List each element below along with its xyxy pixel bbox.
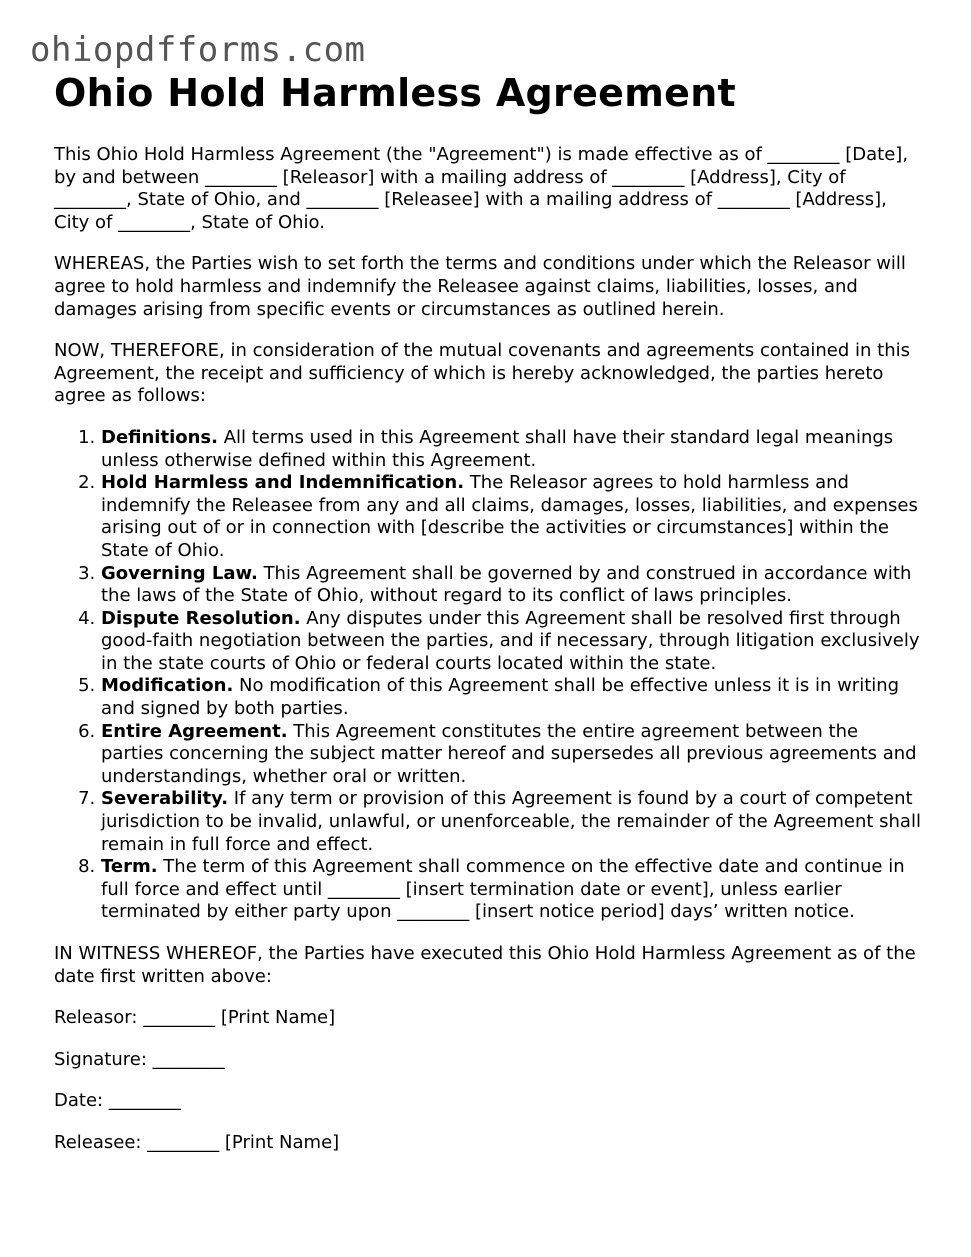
clause-heading: Modification. bbox=[101, 675, 234, 697]
clause-text: No modification of this Agreement shall be effective unless it is in writing and signed by both parties. bbox=[101, 675, 900, 720]
clauses-list bbox=[54, 427, 924, 924]
date-line: Date: ________ bbox=[54, 1090, 181, 1112]
clause-item-modification bbox=[101, 675, 924, 720]
signature-line: Signature: ________ bbox=[54, 1048, 225, 1070]
clause-item-entire-agreement bbox=[101, 721, 924, 789]
clause-item-term bbox=[101, 856, 924, 924]
clause-text: This Agreement shall be governed by and construed in accordance with the laws of the State of Ohio, without regard to its conflict of laws principles. bbox=[101, 562, 912, 607]
clause-text: The Releasor agrees to hold harmless and indemnify the Releasee from any and all claims, damages, losses, liabilities, and expenses arising out of or in connection with [describe the activities or circumstances] within the State of Ohio. bbox=[101, 472, 918, 561]
clause-heading: Hold Harmless and Indemnification. bbox=[101, 472, 465, 494]
clause-heading: Governing Law. bbox=[101, 562, 258, 584]
clause-text: This Agreement constitutes the entire agreement between the parties concerning the subject matter hereof and supersedes all previous agreements and understandings, whether oral or written. bbox=[101, 720, 917, 787]
clause-item-dispute-resolution bbox=[101, 608, 924, 676]
clause-heading: Definitions. bbox=[101, 426, 218, 448]
clause-heading: Severability. bbox=[101, 788, 229, 810]
clause-item-severability bbox=[101, 788, 924, 856]
agreement-document bbox=[54, 70, 924, 1174]
clause-item-governing-law bbox=[101, 563, 924, 608]
clause-text: All terms used in this Agreement shall have their standard legal meanings unless otherwise defined within this Agreement. bbox=[101, 426, 894, 471]
witness-paragraph: IN WITNESS WHEREOF, the Parties have executed this Ohio Hold Harmless Agreement as of the date first written above: bbox=[54, 943, 916, 987]
now-therefore-paragraph: NOW, THEREFORE, in consideration of the mutual covenants and agreements contained in this Agreement, the receipt and sufficiency of which is hereby acknowledged, the parties hereto agree as follows: bbox=[54, 340, 910, 407]
releasee-name-line: Releasee: ________ [Print Name] bbox=[54, 1131, 340, 1153]
clause-item-hold-harmless bbox=[101, 472, 924, 562]
clause-text: The term of this Agreement shall commence on the effective date and continue in full force and effect until ________ [insert termination date or event], unless earlier terminated by either party upon ________ [insert notice period] days’ written notice. bbox=[101, 856, 905, 923]
clause-text: Any disputes under this Agreement shall be resolved first through good-faith negotiation between the parties, and if necessary, through litigation exclusively in the state courts of Ohio or federal courts located within the state. bbox=[101, 607, 920, 674]
watermark-site-name: ohiopdfforms.com bbox=[30, 30, 366, 70]
document-title: Ohio Hold Harmless Agreement bbox=[54, 71, 737, 115]
releasor-name-line: Releasor: ________ [Print Name] bbox=[54, 1007, 336, 1029]
clause-heading: Term. bbox=[101, 856, 158, 878]
clause-item-definitions bbox=[101, 427, 924, 472]
clause-heading: Entire Agreement. bbox=[101, 720, 288, 742]
clause-text: If any term or provision of this Agreement is found by a court of competent jurisdiction to be invalid, unlawful, or unenforceable, the remainder of the Agreement shall remain in full force and effect. bbox=[101, 788, 921, 855]
clause-heading: Dispute Resolution. bbox=[101, 607, 301, 629]
whereas-paragraph: WHEREAS, the Parties wish to set forth the terms and conditions under which the Releasor will agree to hold harmless and indemnify the Releasee against claims, liabilities, losses, and damages arising from specific events or circumstances as outlined herein. bbox=[54, 253, 906, 320]
intro-paragraph: This Ohio Hold Harmless Agreement (the "Agreement") is made effective as of ________ [Date], by and between ________ [Releasor] with a mailing address of ________ [Address], City of ________, State of Ohio, and ________ [Releasee] with a mailing address of ________ [Address], City of ________, State of Ohio. bbox=[54, 144, 909, 233]
